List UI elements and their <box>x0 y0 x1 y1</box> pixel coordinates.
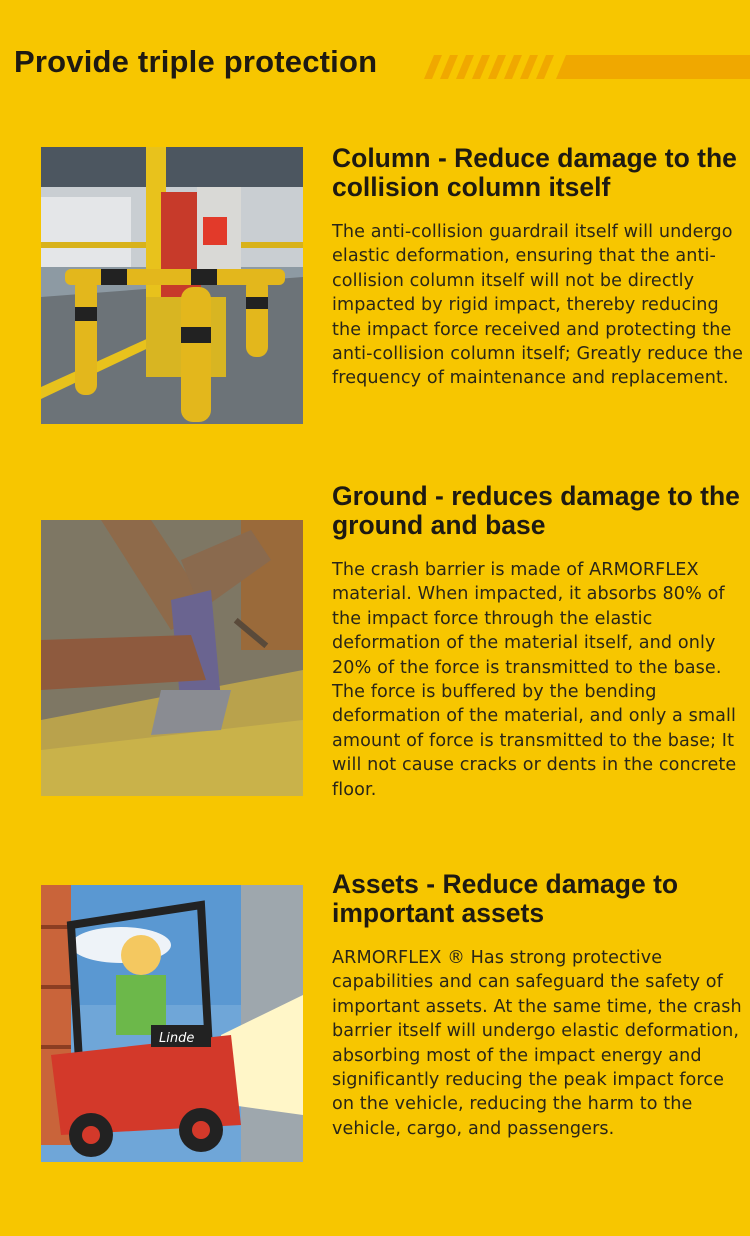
bent-barrier-base-photo <box>41 520 303 796</box>
hazard-stripes-decoration <box>424 55 750 79</box>
section-column-body: The anti-collision guardrail itself will undergo elastic deformation, ensuring that the anti-collision column itself will not be directly impacted by rigid impact, thereby reducing the impact force received and protecting the anti-collision column itself; Greatly reduce the frequency of maintenance and replacement. <box>332 222 744 389</box>
section-assets-body: ARMORFLEX ® Has strong protective capabilities and can safeguard the safety of important assets. At the same time, the crash barrier itself will undergo elastic deformation, absorbing most of the impact energy and significantly reducing the peak impact force on the vehicle, reducing the harm to the vehicle, cargo, and passengers. <box>332 948 742 1139</box>
section-ground-body: The crash barrier is made of ARMORFLEX material. When impacted, it absorbs 80% of the impact force through the elastic deformation of the material itself, and only 20% of the force is transmitted to the base. The force is buffered by the bending deformation of the material, and only a small amount of force is transmitted to the base; It will not cause cracks or dents in the concrete floor. <box>332 560 737 800</box>
warehouse-column-guardrail-photo <box>41 147 303 424</box>
forklift-cartoon-illustration <box>41 885 303 1162</box>
page-title: Provide triple protection <box>14 44 378 79</box>
section-column-title: Column - Reduce damage to the collision column itself <box>332 143 737 202</box>
section-assets-title: Assets - Reduce damage to important assets <box>332 869 679 928</box>
linde-logo-text: Linde <box>159 1031 195 1046</box>
section-ground-title: Ground - reduces damage to the ground and base <box>332 481 740 540</box>
